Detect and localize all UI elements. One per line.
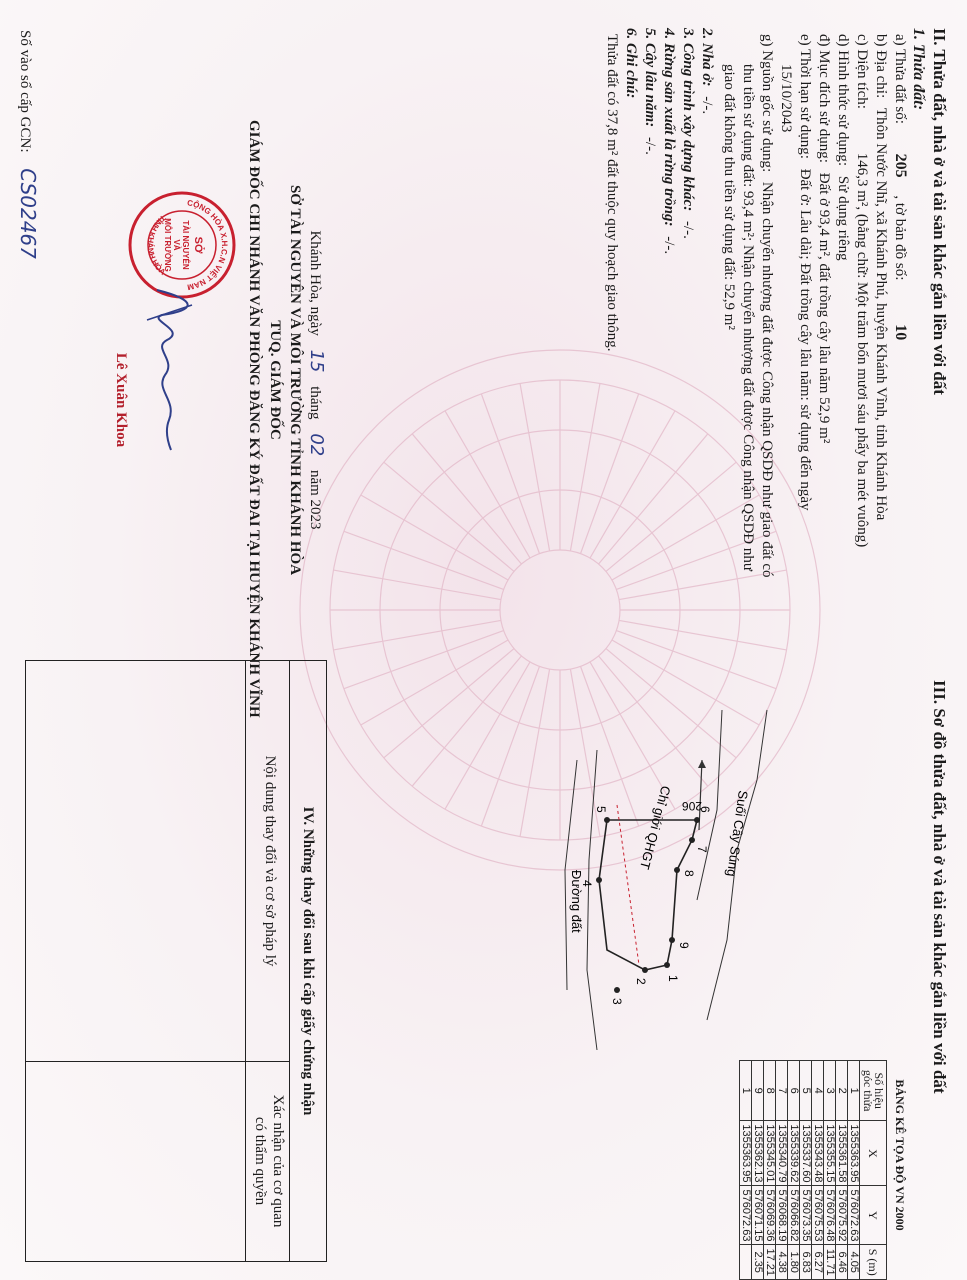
coords-title: BẢNG KÊ TỌA ĐỘ VN 2000 — [893, 1079, 907, 1231]
planning-line — [617, 805, 639, 965]
origin-label: g) Nguồn gốc sử dụng: — [759, 34, 775, 173]
usage-purpose-value: Đất ở 93,4 m², đất trồng cây lâu năm 52,9 m² — [816, 172, 832, 444]
coords-cell: 576073.35 — [800, 1186, 812, 1245]
other-works-label: 3. Công trình xây dựng khác: — [680, 28, 696, 212]
coords-cell: 576075.53 — [812, 1186, 824, 1245]
house-label: 2. Nhà ở: — [699, 28, 715, 87]
signer-name: Lê Xuân Khoa — [113, 352, 129, 448]
parcel-number-value: 205 — [892, 153, 909, 178]
coords-cell: 17.21 — [764, 1245, 776, 1280]
area-row — [853, 34, 871, 547]
origin-value-1: Nhận chuyển nhượng đất được Công nhận QSDĐ như giao đất có — [759, 181, 775, 578]
coords-cell: 6.46 — [836, 1245, 848, 1280]
vertex-label: 1 — [666, 975, 680, 982]
coords-cell: 1.80 — [788, 1245, 800, 1280]
coords-row — [836, 1061, 848, 1280]
stamp-line-2: TÀI NGUYÊN — [181, 220, 190, 270]
coords-header-x: X — [860, 1121, 887, 1186]
vertex-marker — [669, 937, 675, 943]
issue-date: Khánh Hòa, ngày 15 tháng 02 năm 2023 — [306, 230, 327, 530]
vertex-marker — [596, 877, 602, 883]
coords-cell: 4 — [812, 1061, 824, 1121]
coords-row — [788, 1061, 800, 1280]
other-works-row — [679, 28, 697, 239]
section-3-title: III. Sơ đồ thửa đất, nhà ở và tài sản khác gắn liền với đất — [930, 680, 949, 1094]
coords-row — [824, 1061, 836, 1280]
area-label: c) Diện tích: — [854, 34, 870, 109]
coords-cell: 1355343.48 — [812, 1121, 824, 1186]
coords-cell: 1355345.01 — [764, 1121, 776, 1186]
usage-term-value: Đất ở: Lâu dài; Đất trồng cây lâu năm: sử dụng đến ngày — [797, 168, 813, 511]
coords-cell: 1355362.13 — [752, 1121, 764, 1186]
signature-scribble — [137, 280, 207, 460]
coords-cell: 576075.92 — [836, 1186, 848, 1245]
usage-form-value: Sử dụng riêng — [835, 175, 851, 261]
coords-cell: 576069.36 — [764, 1186, 776, 1245]
vertex-label: 7 — [695, 846, 709, 853]
vertex-marker — [614, 987, 620, 993]
area-value: 146,3 m², (bằng chữ: Một trăm bốn mươi sáu phẩy ba mét vuông) — [854, 152, 870, 548]
coords-cell: 11.71 — [824, 1245, 836, 1280]
vertex-label: 4 — [580, 880, 594, 887]
coords-cell: 1355361.58 — [836, 1121, 848, 1186]
notes-label: 6. Ghi chú: — [623, 28, 639, 99]
coords-cell: 4.38 — [776, 1245, 788, 1280]
usage-form-label: d) Hình thức sử dụng: — [835, 34, 851, 167]
forest-row — [660, 28, 678, 254]
coords-cell: 2.35 — [752, 1245, 764, 1280]
changes-col-confirm-1: Xác nhận của cơ quan — [270, 1094, 286, 1228]
coords-row — [752, 1061, 764, 1280]
parcel-number-row — [891, 34, 909, 340]
map-sheet-value: 10 — [892, 324, 909, 341]
coords-cell — [740, 1245, 752, 1280]
coords-header-y: Y — [860, 1186, 887, 1245]
perennial-row — [641, 28, 659, 155]
perennial-label: 5. Cây lâu năm: — [642, 28, 658, 128]
branch-title: GIÁM ĐỐC CHI NHÁNH VĂN PHÒNG ĐĂNG KÝ ĐẤT ĐAI TẠI HUYỆN KHÁNH VĨNH — [246, 120, 262, 718]
usage-term-label: e) Thời hạn sử dụng: — [797, 34, 813, 159]
changes-box — [25, 660, 327, 1262]
section-4-title: IV. Những thay đổi sau khi cấp giấy chứng nhận — [300, 806, 316, 1116]
coords-cell: 1 — [848, 1061, 860, 1121]
usage-term-date: 15/10/2043 — [778, 64, 794, 133]
stamp-bottom-text: TỈNH KHÁNH HÒA — [145, 213, 168, 277]
coords-row — [740, 1061, 752, 1280]
issue-day: 15 — [306, 349, 327, 373]
address-row — [872, 34, 890, 520]
coords-cell: 6.83 — [800, 1245, 812, 1280]
vertex-label: 9 — [677, 942, 691, 949]
address-label: b) Địa chỉ: — [873, 34, 889, 99]
changes-col-content: Nội dung thay đổi và cơ sở pháp lý — [262, 755, 278, 967]
coords-row — [812, 1061, 824, 1280]
coords-cell: 9 — [752, 1061, 764, 1121]
origin-row — [758, 34, 776, 577]
vertex-marker — [664, 962, 670, 968]
coords-cell: 3 — [824, 1061, 836, 1121]
house-value: -/-. — [699, 96, 715, 115]
forest-label: 4. Rừng sản xuất là rừng trồng: — [661, 28, 677, 227]
vertex-label: 5 — [594, 806, 608, 813]
coords-cell: 1355355.15 — [824, 1121, 836, 1186]
coords-cell: 1355363.95 — [740, 1121, 752, 1186]
coords-cell: 6 — [788, 1061, 800, 1121]
road-edge-upper — [587, 750, 597, 1050]
coords-row — [848, 1061, 860, 1280]
coords-cell: 576066.82 — [788, 1186, 800, 1245]
coords-row — [764, 1061, 776, 1280]
neighbor-parcel-label: 206 — [681, 799, 702, 813]
coords-cell: 576072.63 — [740, 1186, 752, 1245]
notes-value: Thửa đất có 37,8 m² đất thuộc quy hoạch giao thông. — [604, 34, 620, 352]
tuq-title: TUQ. GIÁM ĐỐC — [267, 320, 283, 440]
coords-cell: 5 — [800, 1061, 812, 1121]
origin-value-3: giao đất không thu tiền sử dụng đất: 52,9 m² — [721, 64, 737, 330]
house-row — [698, 28, 716, 114]
vertex-label: 8 — [682, 870, 696, 877]
other-works-value: -/-. — [680, 220, 696, 239]
coords-table — [739, 1060, 887, 1280]
coords-cell: 2 — [836, 1061, 848, 1121]
stream-label: Suối Cây Súng — [723, 789, 751, 878]
coords-header-point: Số hiệu góc thửa — [860, 1061, 887, 1121]
parcel-number-label: a) Thửa đất số: — [892, 34, 908, 124]
perennial-value: -/-. — [642, 136, 658, 155]
coords-cell: 1355337.60 — [800, 1121, 812, 1186]
coords-row — [776, 1061, 788, 1280]
gcn-value: CS02467 — [16, 168, 40, 259]
usage-purpose-label: đ) Mục đích sử dụng: — [816, 34, 832, 163]
boundary-label: Chỉ giới QHGT — [636, 784, 674, 872]
gcn-row — [16, 30, 40, 259]
coords-cell: 1355340.79 — [776, 1121, 788, 1186]
origin-value-2: thu tiền sử dụng đất: 93,4 m²; Nhận chuyển nhượng đất được Công nhận QSDĐ như — [740, 64, 756, 571]
usage-purpose-row — [815, 34, 833, 443]
coords-cell: 576072.63 — [848, 1186, 860, 1245]
coords-cell: 576076.48 — [824, 1186, 836, 1245]
department-name: SỞ TÀI NGUYÊN VÀ MÔI TRƯỜNG TỈNH KHÁNH HÒA — [287, 184, 303, 576]
item-1-title: 1. Thửa đất: — [910, 28, 927, 111]
issue-month: 02 — [306, 433, 327, 457]
coords-cell: 8 — [764, 1061, 776, 1121]
road-label: Đường đất — [569, 870, 584, 933]
changes-row-line — [245, 661, 246, 1261]
vertex-marker — [674, 867, 680, 873]
usage-term-row — [796, 34, 814, 511]
flow-arrow-head — [698, 760, 706, 768]
coords-cell: 1355363.95 — [848, 1121, 860, 1186]
vertex-label: 2 — [634, 978, 648, 985]
coords-cell: 7 — [776, 1061, 788, 1121]
coords-cell: 576068.19 — [776, 1186, 788, 1245]
stamp-top-text: CỘNG HÒA X.H.C.N VIỆT NAM — [186, 198, 230, 292]
vertex-label: 6 — [698, 806, 712, 813]
changes-header-line — [289, 661, 290, 1261]
coords-cell: 1355339.62 — [788, 1121, 800, 1186]
section-2-title: II. Thửa đất, nhà ở và tài sản khác gắn liền với đất — [930, 28, 949, 395]
vertex-marker — [689, 837, 695, 843]
vertex-marker — [604, 817, 610, 823]
address-value: Thôn Nước Nhĩ, xã Khánh Phú, huyện Khánh Vĩnh, tỉnh Khánh Hòa — [873, 107, 889, 521]
coords-cell: 1 — [740, 1061, 752, 1121]
vertex-marker — [694, 817, 700, 823]
usage-form-row — [834, 34, 852, 261]
stamp-line-1: SỞ — [192, 236, 204, 254]
stamp-line-4: MÔI TRƯỜNG — [163, 218, 172, 272]
coords-cell: 6.27 — [812, 1245, 824, 1280]
parcel-sketch — [527, 690, 907, 1090]
map-sheet-label: , tờ bản đồ số: — [892, 195, 908, 281]
forest-value: -/-. — [661, 236, 677, 255]
vertex-marker — [642, 967, 648, 973]
vertex-label: 3 — [610, 998, 624, 1005]
gcn-label: Số vào sổ cấp GCN: — [17, 30, 33, 153]
changes-col-confirm-2: có thẩm quyền — [252, 1116, 268, 1206]
coords-cell: 4.05 — [848, 1245, 860, 1280]
coords-row — [800, 1061, 812, 1280]
coords-header-s: S (m) — [860, 1245, 887, 1280]
stamp-line-3: VÀ — [172, 239, 181, 251]
coords-cell: 576071.15 — [752, 1186, 764, 1245]
changes-col-divider — [26, 1061, 290, 1062]
